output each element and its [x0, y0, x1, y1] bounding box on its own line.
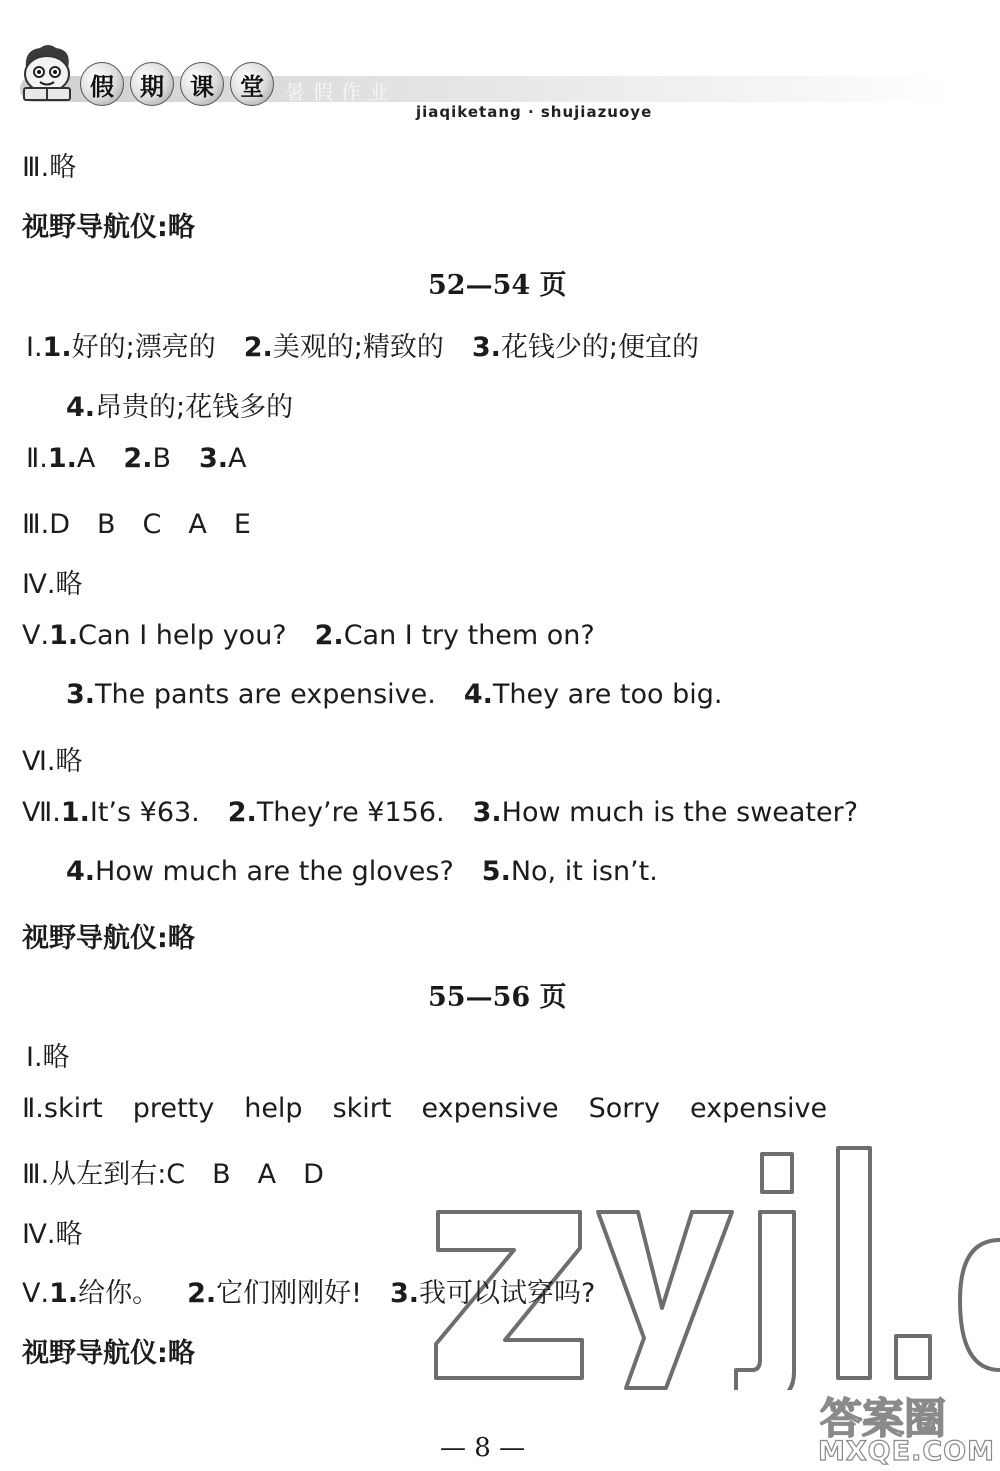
mascot-icon — [18, 42, 76, 102]
answer-word: expensive — [421, 1093, 559, 1124]
item-number: 2. — [123, 443, 153, 474]
answer-line — [22, 1331, 195, 1370]
roman-label: Ⅰ. — [26, 332, 43, 363]
answer-text: 花钱少的;便宜的 — [500, 332, 700, 363]
roman-label: Ⅲ. — [22, 509, 50, 540]
answer-text: 略 — [55, 746, 83, 777]
answer-text: 它们刚刚好! — [216, 1278, 362, 1309]
item-number: 2. — [314, 620, 344, 651]
item-number: 3. — [389, 1278, 420, 1309]
item-number: 1. — [49, 620, 79, 651]
answer-text: 美观的;精致的 — [272, 332, 444, 363]
nav-value: 略 — [167, 212, 195, 243]
roman-label: Ⅵ. — [22, 746, 56, 777]
answer-text: A — [228, 443, 247, 474]
answer-line — [26, 325, 699, 364]
item-number: 2. — [227, 797, 257, 828]
item-number: 2. — [187, 1278, 217, 1309]
answer-line — [26, 443, 247, 474]
answer-text: 给你。 — [78, 1278, 160, 1309]
answer-word: skirt — [332, 1093, 392, 1124]
answer-text: 我可以试穿吗? — [419, 1278, 596, 1309]
answer-text: They’re ¥156. — [256, 797, 445, 828]
answer-text: No, it isn’t. — [510, 856, 658, 887]
answer-line — [22, 916, 195, 955]
nav-value: 略 — [167, 923, 195, 954]
roman-label: Ⅳ. — [22, 1219, 56, 1250]
answer-line — [22, 562, 83, 601]
watermark-site-cn: 答案圈 — [820, 1394, 947, 1443]
answer-text: How much are the gloves? — [95, 856, 454, 887]
answer-line — [22, 1152, 324, 1191]
nav-label: 视野导航仪: — [22, 1338, 168, 1369]
roman-label: Ⅶ. — [22, 797, 61, 828]
answer-line — [26, 1035, 70, 1074]
item-number: 3. — [66, 679, 96, 710]
roman-label: Ⅳ. — [22, 569, 56, 600]
answer-line — [22, 145, 76, 184]
item-number: 1. — [47, 443, 77, 474]
item-number: 1. — [60, 797, 90, 828]
item-number: 5. — [481, 856, 511, 887]
item-number: 4. — [463, 679, 493, 710]
item-number: 3. — [472, 797, 502, 828]
roman-label: Ⅱ. — [26, 443, 48, 474]
answer-text: 从左到右:C B A D — [49, 1159, 324, 1190]
roman-label: Ⅱ. — [22, 1093, 44, 1124]
answer-line — [22, 797, 858, 828]
roman-label: Ⅴ. — [22, 1278, 50, 1309]
answer-word: expensive — [690, 1093, 828, 1124]
answer-text: It’s ¥63. — [89, 797, 200, 828]
answer-text: 略 — [55, 569, 83, 600]
header-pinyin: jiaqiketang · shujiazuoye — [416, 103, 653, 121]
roman-label: Ⅴ. — [22, 620, 50, 651]
nav-label: 视野导航仪: — [22, 923, 168, 954]
answer-text: 略 — [55, 1219, 83, 1250]
answer-line — [22, 739, 83, 778]
item-number: 3. — [198, 443, 229, 474]
roman-label: Ⅰ. — [26, 1042, 43, 1073]
page-number: — 8 — — [440, 1433, 526, 1463]
answer-word: pretty — [132, 1093, 215, 1124]
answer-line — [66, 385, 293, 424]
answer-text: How much is the sweater? — [501, 797, 859, 828]
answer-line — [22, 1212, 83, 1251]
answer-line — [22, 1093, 827, 1124]
answer-text: They are too big. — [492, 679, 723, 710]
item-number: 2. — [243, 332, 273, 363]
answer-word: help — [244, 1093, 303, 1124]
header-title-char: 假 — [80, 62, 124, 106]
answer-text: Can I try them on? — [343, 620, 595, 651]
answer-text: 略 — [49, 152, 77, 183]
answer-line — [66, 679, 722, 710]
header-title-char: 堂 — [230, 62, 274, 106]
header-subtitle: 暑假作业 — [285, 80, 397, 104]
answer-word: Sorry — [588, 1093, 660, 1124]
item-number: 4. — [66, 392, 96, 423]
answer-text: D B C A E — [49, 509, 251, 540]
answer-word: skirt — [43, 1093, 103, 1124]
item-number: 3. — [471, 332, 501, 363]
section-heading: 55—56 页 — [428, 982, 567, 1013]
answer-line — [22, 1271, 595, 1310]
watermark-site-url: MXQE.COM — [818, 1436, 995, 1467]
header-title-char: 课 — [180, 62, 224, 106]
answer-text: B — [152, 443, 171, 474]
header-title-char: 期 — [130, 62, 174, 106]
item-number: 1. — [42, 332, 72, 363]
answer-text: 昂贵的;花钱多的 — [95, 392, 294, 423]
nav-value: 略 — [167, 1338, 195, 1369]
item-number: 4. — [66, 856, 96, 887]
answer-line — [22, 205, 195, 244]
answer-text: The pants are expensive. — [95, 679, 436, 710]
answer-line — [22, 620, 595, 651]
answer-line — [66, 856, 658, 887]
answer-text: A — [76, 443, 96, 474]
watermark-zyj — [430, 1140, 1000, 1390]
answer-text: 略 — [42, 1042, 70, 1073]
item-number: 1. — [49, 1278, 79, 1309]
nav-label: 视野导航仪: — [22, 212, 168, 243]
answer-text: Can I help you? — [78, 620, 287, 651]
section-heading: 52—54 页 — [428, 270, 567, 301]
roman-label: Ⅲ. — [22, 152, 50, 183]
answer-line — [22, 502, 251, 541]
answer-text: 好的;漂亮的 — [71, 332, 216, 363]
roman-label: Ⅲ. — [22, 1159, 50, 1190]
